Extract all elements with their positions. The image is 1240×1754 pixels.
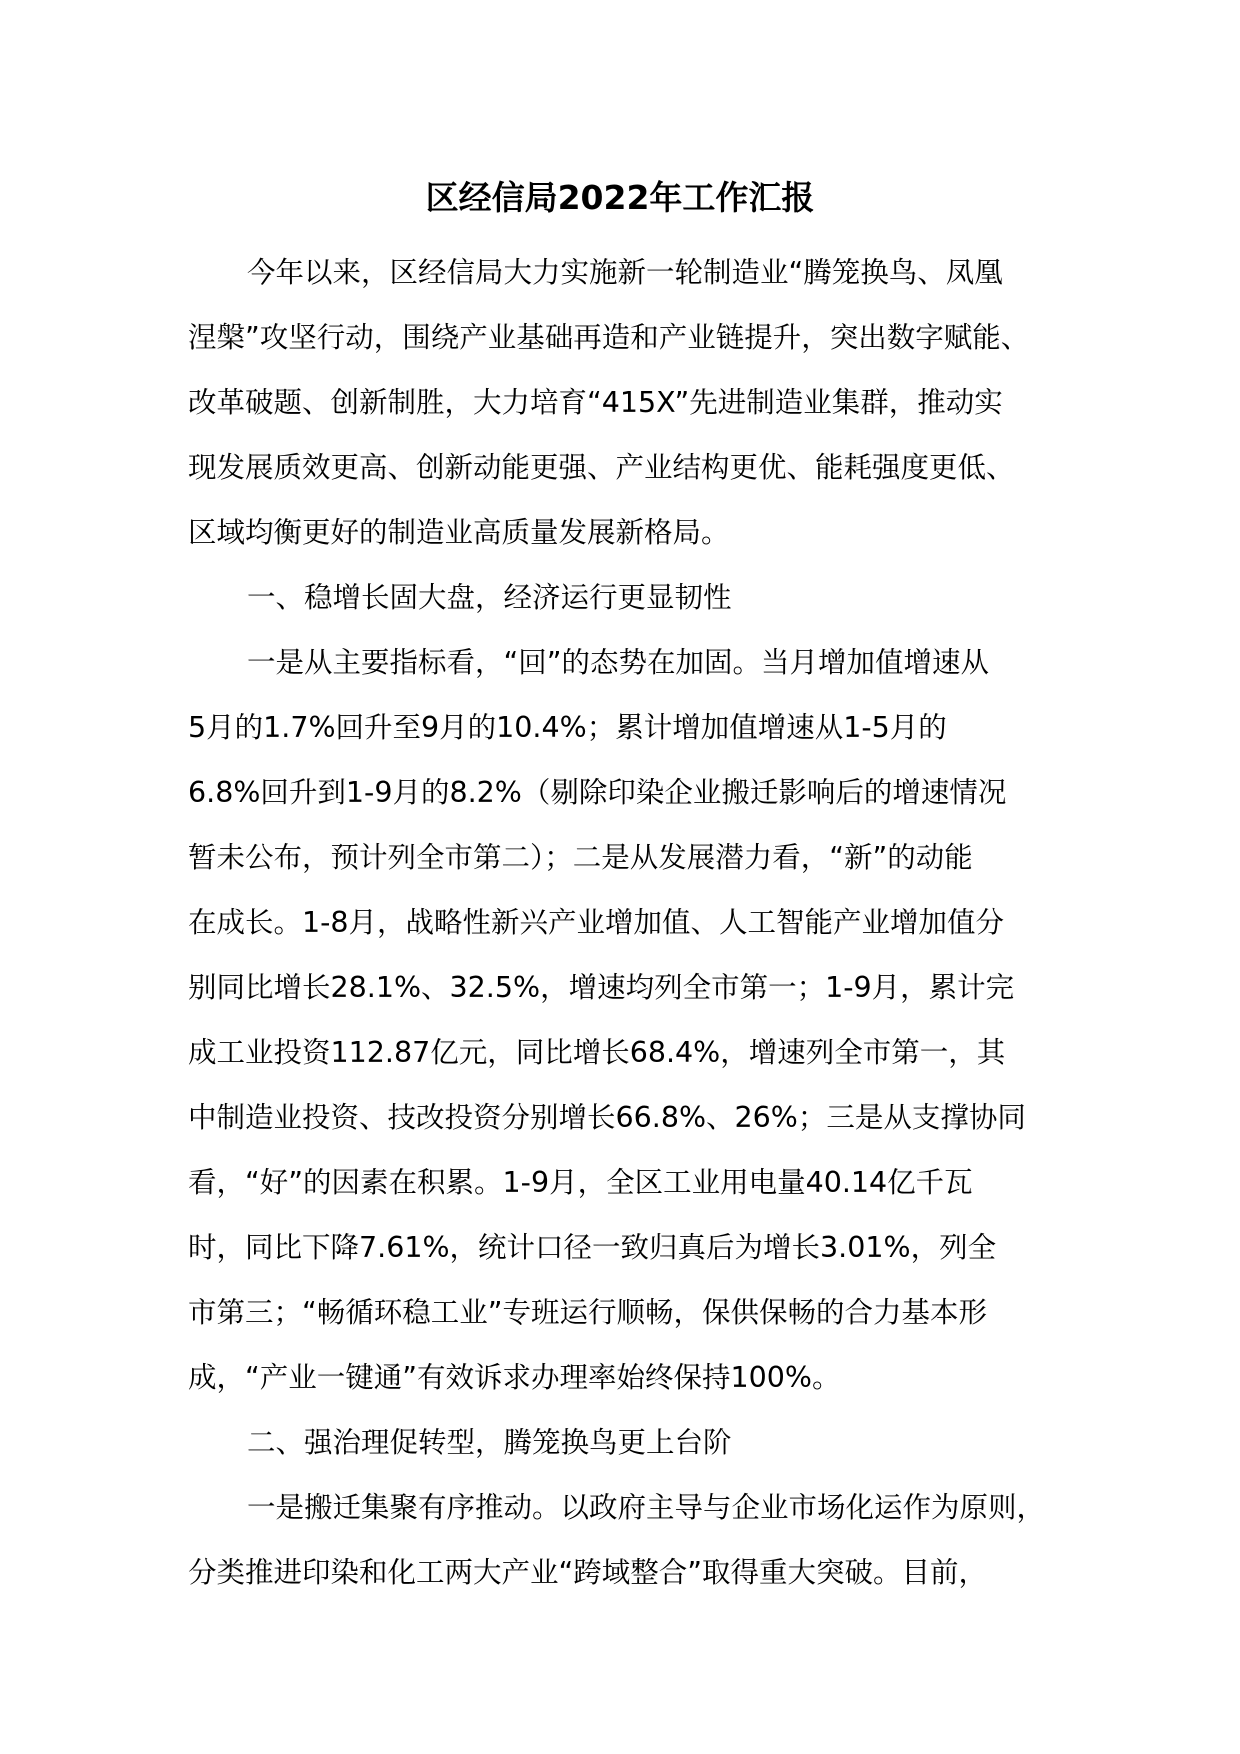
document-body — [188, 240, 1068, 1605]
text-line: 改革破题、创新制胜，大力培育“415X”先进制造业集群，推动实 — [188, 386, 1003, 419]
text-line: 区域均衡更好的制造业高质量发展新格局。 — [188, 516, 730, 549]
text-line: 看，“好”的因素在积累。1-9月，全区工业用电量40.14亿千瓦 — [188, 1166, 973, 1199]
text-line: 市第三；“畅循环稳工业”专班运行顺畅，保供保畅的合力基本形 — [188, 1296, 988, 1329]
text-line: 现发展质效更高、创新动能更强、产业结构更优、能耗强度更低、 — [188, 451, 1015, 484]
text-line: 成，“产业一键通”有效诉求办理率始终保持100%。 — [188, 1361, 841, 1394]
text-line: 一是从主要指标看，“回”的态势在加固。当月增加值增速从 — [247, 646, 990, 679]
text-line: 别同比增长28.1%、32.5%，增速均列全市第一；1-9月，累计完 — [188, 971, 1015, 1004]
text-line: 二、强治理促转型，腾笼换鸟更上台阶 — [247, 1426, 732, 1459]
text-line: 中制造业投资、技改投资分别增长66.8%、26%；三是从支撑协同 — [188, 1101, 1026, 1134]
text-line: 涅槃”攻坚行动，围绕产业基础再造和产业链提升，突出数字赋能、 — [188, 321, 1030, 354]
document-title: 区经信局2022年工作汇报 — [425, 178, 815, 217]
text-line: 5月的1.7%回升至9月的10.4%；累计增加值增速从1-5月的 — [188, 711, 947, 744]
text-line: 暂未公布，预计列全市第二）；二是从发展潜力看，“新”的动能 — [188, 841, 973, 874]
text-line: 在成长。1-8月，战略性新兴产业增加值、人工智能产业增加值分 — [188, 906, 1005, 939]
text-line: 时，同比下降7.61%，统计口径一致归真后为增长3.01%，列全 — [188, 1231, 997, 1264]
text-line: 6.8%回升到1-9月的8.2%（剔除印染企业搬迁影响后的增速情况 — [188, 776, 1007, 809]
text-line: 今年以来，区经信局大力实施新一轮制造业“腾笼换鸟、凤凰 — [247, 256, 1003, 289]
text-line: 一、稳增长固大盘，经济运行更显韧性 — [247, 581, 732, 614]
text-line: 分类推进印染和化工两大产业“跨域整合”取得重大突破。目前， — [188, 1556, 988, 1589]
text-line: 一是搬迁集聚有序推动。以政府主导与企业市场化运作为原则， — [247, 1491, 1046, 1524]
text-line: 成工业投资112.87亿元，同比增长68.4%，增速列全市第一，其 — [188, 1036, 1006, 1069]
